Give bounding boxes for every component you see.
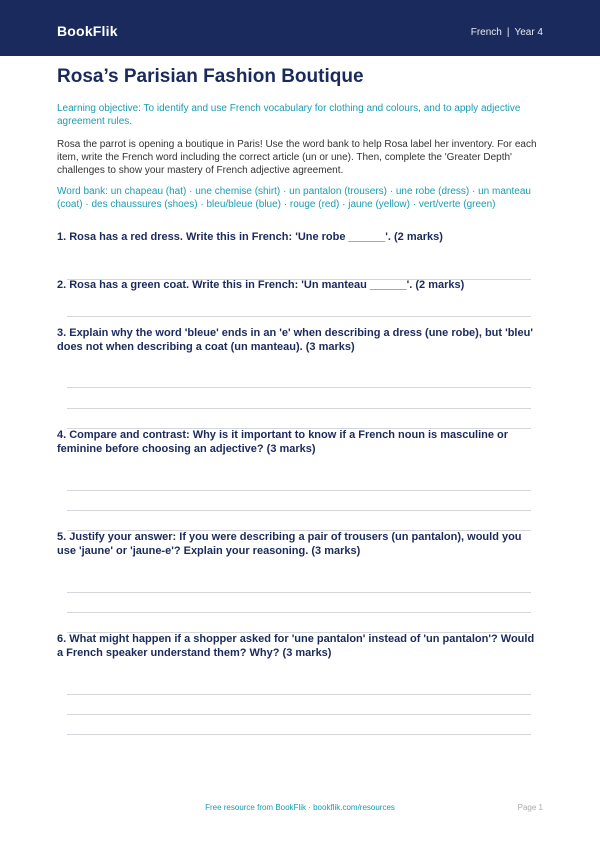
question-6: 6. What might happen if a shopper asked for 'une pantalon' instead of 'un pantalon'? Would a French speaker understand them? Why? (3 marks) bbox=[57, 633, 535, 659]
answer-line[interactable] bbox=[67, 592, 531, 593]
footer-link[interactable]: Free resource from BookFlik · bookflik.com/resources bbox=[205, 803, 395, 812]
answer-line[interactable] bbox=[67, 694, 531, 695]
answer-line[interactable] bbox=[67, 612, 531, 613]
answer-line[interactable] bbox=[67, 387, 531, 388]
question-3: 3. Explain why the word 'bleue' ends in an 'e' when describing a dress (une robe), but 'bleu' does not when describing a coat (un manteau). (3 marks) bbox=[57, 327, 533, 353]
subject-year bbox=[471, 27, 543, 38]
question-4: 4. Compare and contrast: Why is it important to know if a French noun is masculine or feminine before choosing an adjective? (3 marks) bbox=[57, 429, 509, 455]
answer-line[interactable] bbox=[67, 316, 531, 317]
word-bank: Word bank: un chapeau (hat) · une chemise (shirt) · un pantalon (trousers) · une robe (dress) · un manteau (coat) · des chaussures (shoes) · bleu/bleue (blue) · rouge (red) · jaune (yellow) · vert/verte (green) bbox=[57, 186, 531, 210]
intro-text: Rosa the parrot is opening a boutique in Paris! Use the word bank to help Rosa label her inventory. For each item, write the French word including the correct article (un or une). Then, complete the 'Greater Depth' challenges to show your mastery of French adjective agreement. bbox=[57, 139, 537, 176]
page-number: Page 1 bbox=[517, 803, 543, 812]
answer-line[interactable] bbox=[67, 510, 531, 511]
page-title: Rosa’s Parisian Fashion Boutique bbox=[57, 66, 364, 87]
worksheet-intro bbox=[57, 66, 542, 211]
brand-logo[interactable]: BookFlik bbox=[57, 23, 118, 39]
question-2: 2. Rosa has a green coat. Write this in French: 'Un manteau ______'. (2 marks) bbox=[57, 279, 465, 291]
separator: | bbox=[506, 27, 510, 38]
answer-line[interactable] bbox=[67, 490, 531, 491]
year-label: Year 4 bbox=[514, 27, 543, 38]
header-bar bbox=[0, 0, 600, 56]
question-5: 5. Justify your answer: If you were describing a pair of trousers (un pantalon), would you use 'jaune' or 'jaune-e'? Explain your reasoning. (3 marks) bbox=[57, 531, 522, 557]
answer-line[interactable] bbox=[67, 734, 531, 735]
subject-label: French bbox=[470, 27, 502, 38]
learning-objective: Learning objective: To identify and use French vocabulary for clothing and colours, and to apply adjective agreement rules. bbox=[57, 103, 521, 127]
answer-line[interactable] bbox=[67, 408, 531, 409]
answer-line[interactable] bbox=[67, 714, 531, 715]
question-1: 1. Rosa has a red dress. Write this in French: 'Une robe ______'. (2 marks) bbox=[57, 231, 443, 243]
